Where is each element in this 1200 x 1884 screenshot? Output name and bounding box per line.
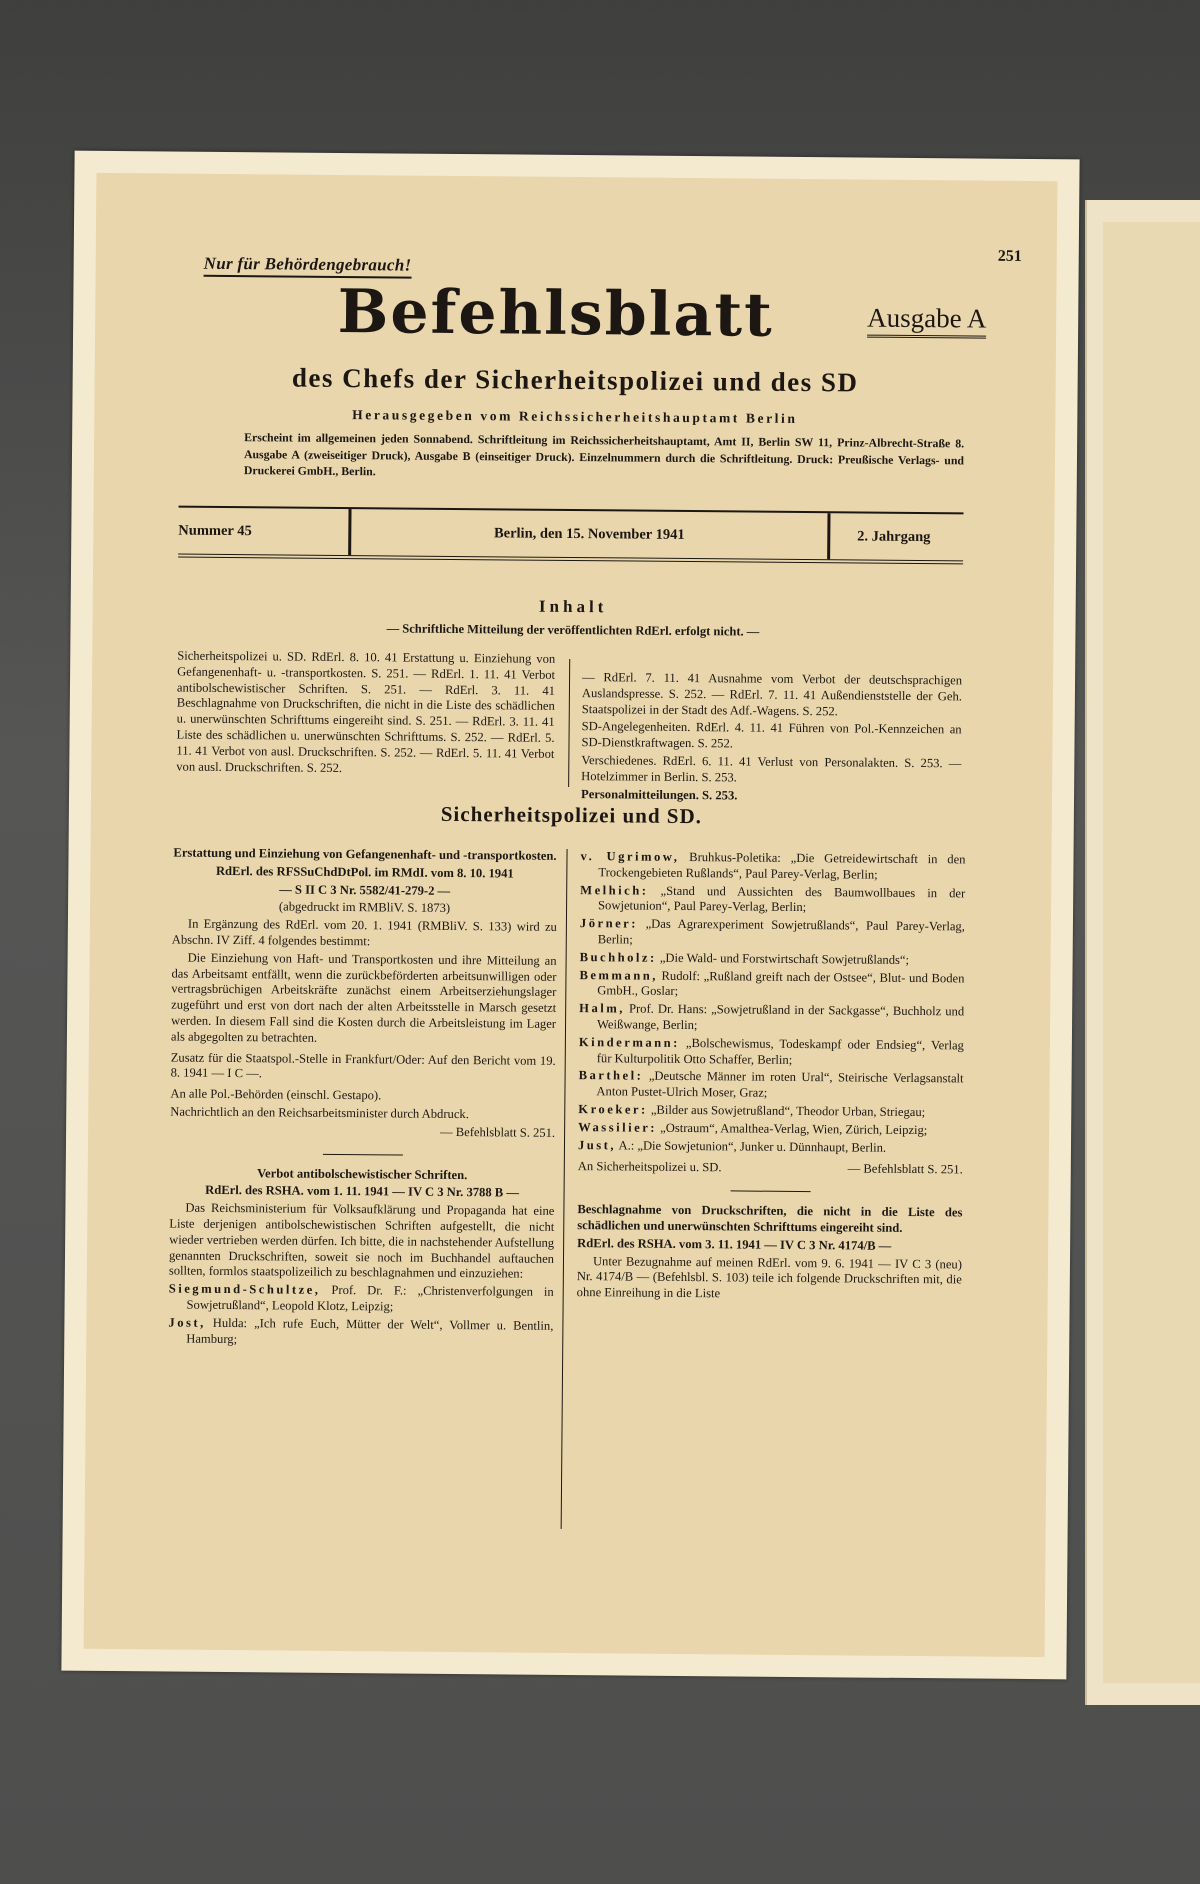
article2-signature: — Befehlsblatt S. 251. [847, 1161, 963, 1177]
article1-paragraph-4: An alle Pol.-Behörden (einschl. Gestapo). [170, 1086, 382, 1103]
list-item-melhich-text: „Stand und Aussichten des Baumwollbaues in der Sowjetunion“, Paul Parey-Verlag, Berlin; [598, 883, 966, 915]
article2-reference: RdErl. des RSHA. vom 1. 11. 1941 — IV C 3 Nr. 3788 B — [205, 1183, 520, 1200]
list-item-barthel-author: Barthel: [578, 1068, 644, 1084]
toc-right-text-4: Personalmitteilungen. S. 253. [580, 786, 738, 803]
article-divider-2 [730, 1191, 810, 1193]
list-item-ugrimow-text: Bruhkus-Poletika: „Die Getreidewirtschaft in den Trockengebieten Rußlands“, Paul Parey-Verlag, Berlin; [598, 850, 966, 882]
list-item-halm-author: Halm, [579, 1001, 625, 1016]
list-item-wassilier-author: Wassilier: [578, 1119, 658, 1135]
article2-addressee: An Sicherheitspolizei u. SD. [577, 1159, 722, 1175]
page-number: 251 [997, 247, 1022, 265]
issue-number: Nummer 45 [178, 522, 252, 539]
list-item-ugrimow-author: v. Ugrimow, [580, 849, 680, 864]
article2-list-item-1-author: Siegmund-Schultze, [168, 1281, 321, 1297]
article2-list-item-1 [169, 1282, 554, 1317]
list-item-ugrimow [580, 849, 965, 884]
list-item-bemmann-author: Bemmann, [579, 967, 658, 983]
masthead-subtitle: des Chefs der Sicherheitspolizei und des SD [291, 362, 859, 398]
list-item-barthel-text: „Deutsche Männer im roten Ural“, Steirische Verlagsanstalt Anton Pustet-Ulrich Moser, Graz; [596, 1069, 964, 1100]
article3-paragraph-1: Unter Bezugnahme auf meinen RdErl. vom 9. 6. 1941 — IV C 3 (neu) Nr. 4174/B — (Befehlsbl. S. 103) teile ich folgende Druckschriften mit, die ohne Einreihung in die Liste [576, 1253, 963, 1301]
list-item-just-author: Just, [577, 1137, 617, 1152]
list-item-kindermann [579, 1035, 964, 1070]
toc-note: — Schriftliche Mitteilung der veröffentlichten RdErl. erfolgt nicht. — [386, 621, 760, 639]
list-item-halm [579, 1001, 964, 1036]
adjacent-page-edge [1085, 200, 1200, 1705]
list-item-just-text: A.: „Die Sowjetunion“, Junker u. Dünnhaupt, Berlin. [618, 1137, 887, 1155]
list-item-melhich [580, 883, 965, 918]
article1-paragraph-5: Nachrichtlich an den Reichsarbeitsminister durch Abdruck. [170, 1104, 469, 1122]
list-item-joerner-text: „Das Agrarexperiment Sowjetrußlands“, Paul Parey-Verlag, Berlin; [597, 916, 965, 947]
toc-heading: Inhalt [538, 596, 608, 617]
list-item-kindermann-text: „Bolschewismus, Todeskampf oder Endsieg“, Verlag für Kulturpolitik Otto Schaffer, Berlin; [596, 1035, 964, 1067]
article2-list-item-2-author: Jost, [168, 1315, 206, 1330]
publisher-line: Herausgegeben vom Reichssicherheitshauptamt Berlin [352, 407, 798, 426]
article2-paragraph-1: Das Reichsministerium für Volksaufklärung und Propaganda hat eine Liste derjenigen antibolschewistischen Schriften aufgestellt, die nicht wieder vertrieben werden dürfen. Ich bitte, die in nachstehender Aufstellung genannten Druckschriften, soweit sie noch im Buchhandel auftauchen sollten, formlos staatspolizeilich zu beschlagnahmen und einzuziehen: [168, 1200, 555, 1281]
article1-paragraph-1: In Ergänzung des RdErl. vom 20. 1. 1941 (RMBliV. S. 133) wird zu Abschn. IV Ziff. 4 folgendes bestimmt: [171, 916, 557, 949]
article2-list-item-1-text: Prof. Dr. F.: „Christenverfolgungen in Sowjetrußland“, Leopold Klotz, Leipzig; [186, 1283, 554, 1314]
toc-right-text-3: Verschiedenes. RdErl. 6. 11. 41 Verlust von Personalakten. S. 253. — Hotelzimmer in Berlin. S. 253. [581, 753, 962, 785]
toc-right-text-1: — RdErl. 7. 11. 41 Ausnahme vom Verbot der deutschsprachigen Auslandspresse. S. 252. — RdErl. 7. 11. 41 Außendienststelle der Geh. Staatspolizei in der Stadt des Adf.-Wagens. S. 252. [581, 670, 963, 718]
article1-reference-print: (abgedruckt im RMBliV. S. 1873) [278, 899, 451, 916]
list-item-buchholz-text: „Die Wald- und Forstwirtschaft Sowjetrußlands“; [659, 950, 910, 967]
list-item-kroeker-text: „Bilder aus Sowjetrußland“, Theodor Urban, Striegau; [650, 1102, 926, 1120]
list-item-joerner [580, 916, 965, 951]
article3-title: Beschlagnahme von Druckschriften, die nicht in die Liste des schädlichen und unerwünschten Schrifttums eingereiht sind. [577, 1202, 963, 1235]
article2-title: Verbot antibolschewistischer Schriften. [257, 1165, 468, 1182]
body-column-rule [561, 849, 568, 1529]
toc-left-column [176, 649, 555, 781]
article2-list-item-2-text: Hulda: „Ich rufe Euch, Mütter der Welt“, Vollmer u. Bentlin, Hamburg; [186, 1315, 554, 1346]
list-item-just [578, 1138, 963, 1157]
article1-paragraph-3: Zusatz für die Staatspol.-Stelle in Frankfurt/Oder: Auf den Bericht vom 19. 8. 1941 — I C —. [170, 1050, 556, 1081]
article3-reference: RdErl. des RSHA. vom 3. 11. 1941 — IV C 3 Nr. 4174/B — [577, 1235, 892, 1253]
internal-use-notice: Nur für Behördengebrauch! [204, 254, 412, 279]
masthead-title: Befehlsblatt [337, 276, 775, 351]
article1-reference-number: — S II C 3 Nr. 5582/41-279-2 — [279, 882, 451, 898]
section-heading: Sicherheitspolizei und SD. [440, 801, 703, 829]
document-mat [61, 151, 1079, 1680]
article2-list-item-2 [168, 1315, 553, 1350]
body-right-column [577, 849, 966, 1306]
issue-volume: 2. Jahrgang [857, 527, 931, 545]
list-item-buchholz-author: Buchholz: [579, 949, 657, 965]
list-item-bemmann [579, 968, 964, 1003]
adjacent-page-paper [1103, 222, 1200, 1683]
article1-reference: RdErl. des RFSSuChdDtPol. im RMdI. vom 8. 10. 1941 [215, 863, 514, 881]
edition-label: Ausgabe A [867, 303, 987, 339]
article-divider [322, 1153, 402, 1155]
list-item-melhich-author: Melhich: [580, 882, 649, 898]
list-item-buchholz [580, 950, 965, 969]
toc-right-text-2: SD-Angelegenheiten. RdErl. 4. 11. 41 Führen von Pol.-Kennzeichen an SD-Dienstkraftwagen. S. 252. [581, 719, 962, 751]
toc-left-text: Sicherheitspolizei u. SD. RdErl. 8. 10. 41 Erstattung u. Einziehung von Gefangenenhaft- u. -transportkosten. S. 251. — RdErl. 1. 11. 41 Verbot antibolschewistischer Schriften. S. 251. — RdErl. 3. 11. 41 Beschlagnahme von Druckschriften, die nicht in die Liste des schädlichen u. unerwünschten Schrifttums eingereiht sind. S. 251. — RdErl. 3. 11. 41 Liste des schädlichen u. unerwünschten Schrifttums. S. 252. — RdErl. 5. 11. 41 Verbot von ausl. Druckschriften. S. 252. — RdErl. 5. 11. 41 Verbot von ausl. Druckschriften. S. 252. [176, 648, 556, 775]
article2-addressee-line [578, 1159, 963, 1178]
imprint-text: Erscheint im allgemeinen jeden Sonnabend. Schriftleitung im Reichssicherheitshauptamt, Amt II, Berlin SW 11, Prinz-Albrecht-Straße 8. Ausgabe A (zweiseitiger Druck), Ausgabe B (einseitiger Druck). Einzelnummern durch die Schriftleitung. Druck: Preußische Verlags- und Druckerei GmbH., Berlin. [243, 430, 965, 479]
article1-signature: — Befehlsblatt S. 251. [439, 1124, 556, 1140]
list-item-wassilier-text: „Ostraum“, Amalthea-Verlag, Wien, Zürich, Leipzig; [660, 1120, 928, 1137]
list-item-kroeker-author: Kroeker: [578, 1102, 648, 1117]
issue-date: Berlin, den 15. November 1941 [348, 509, 830, 559]
list-item-barthel [578, 1068, 963, 1103]
article1-paragraph-2: Die Einziehung von Haft- und Transportkosten und ihre Mitteilung an das Arbeitsamt entfällt, wenn die zurückbeförderten arbeitsunwilligen oder vertragsbrüchigen Arbeitskräfte zunächst einem Arbeitserziehungslager zugeführt und erst von dort nach der alten Arbeitsstelle in Marsch gesetzt werden. In diesem Fall sind die Kosten durch die Arbeitsleistung im Lager als abgegolten zu betrachten. [170, 950, 557, 1045]
body-left-column [168, 846, 557, 1353]
list-item-kroeker [578, 1102, 963, 1121]
list-item-bemmann-text: Rudolf: „Rußland greift nach der Ostsee“, Blut- und Boden GmbH., Goslar; [597, 968, 965, 999]
issue-bar [178, 506, 963, 565]
list-item-wassilier [578, 1120, 963, 1139]
toc-column-rule [568, 659, 570, 787]
article1-title: Erstattung und Einziehung von Gefangenenhaft- und -transportkosten. [173, 845, 557, 863]
list-item-joerner-author: Jörner: [579, 916, 639, 931]
toc-right-column [581, 670, 962, 808]
document-page [84, 173, 1058, 1657]
list-item-halm-text: Prof. Dr. Hans: „Sowjetrußland in der Sackgasse“, Buchholz und Weißwange, Berlin; [596, 1001, 965, 1033]
list-item-kindermann-author: Kindermann: [578, 1034, 680, 1050]
